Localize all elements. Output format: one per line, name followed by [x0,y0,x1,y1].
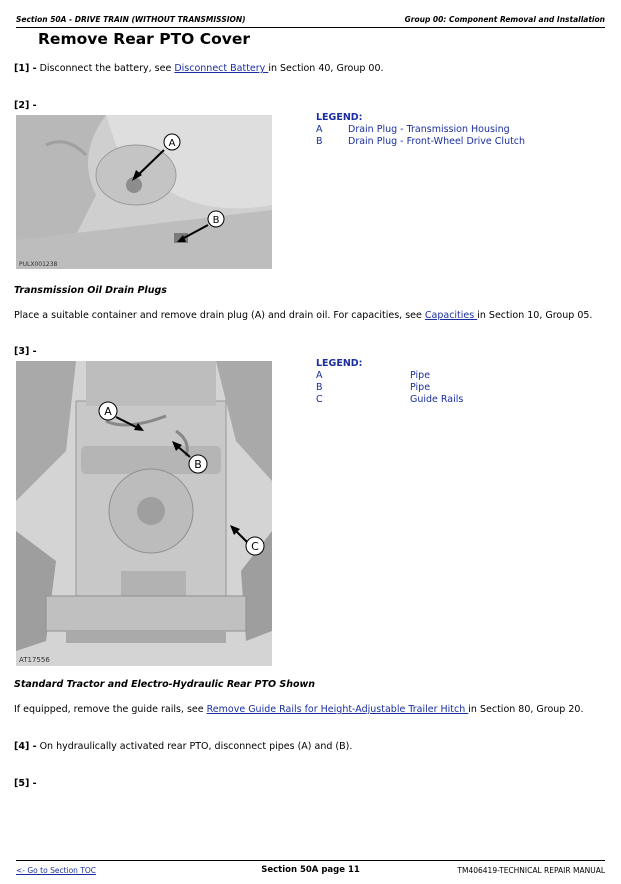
legend-2-row [316,370,463,382]
step-4 [14,741,352,752]
step-1 [14,63,384,74]
figure-rear-pto [16,361,272,666]
figure-1-code: PULX001238 [19,261,58,268]
legend-2-heading: LEGEND: [316,358,363,369]
callout-b: B [194,458,202,471]
figure-1-caption: Transmission Oil Drain Plugs [14,285,167,296]
step-5 [14,778,37,789]
legend-key: B [316,382,323,393]
callout-a: B [212,215,220,226]
figure-2-code: AT17556 [19,656,50,664]
step-4-text: On hydraulically activated rear PTO, disconnect pipes (A) and (B). [36,741,353,752]
callout-a: A [104,405,112,418]
callout-c: C [251,540,259,553]
legend-1-row [316,124,525,136]
legend-2 [316,358,463,406]
legend-value: Pipe [410,382,431,393]
legend-1-heading: LEGEND: [316,112,363,123]
figure-drain-plugs [16,115,272,269]
header-section: Section 50A - DRIVE TRAIN (WITHOUT TRANSMISSION) [16,15,246,24]
step-1-number: [1] - [14,63,37,74]
legend-key: C [316,394,323,405]
step-4-number: [4] - [14,741,37,752]
page-footer [16,860,605,877]
header-group: Group 00: Component Removal and Installation [404,15,605,24]
legend-1-row [316,136,525,148]
page-title: Remove Rear PTO Cover [38,30,250,48]
step-2-number: [2] - [14,100,37,111]
footer-manual-id: TM406419-TECHNICAL REPAIR MANUAL [457,866,605,875]
para-2-text: If equipped, remove the guide rails, see [14,704,207,715]
page-header [16,13,605,28]
legend-1 [316,112,525,148]
step-1-text: Disconnect the battery, see [36,63,175,74]
remove-guide-rails-link[interactable]: Remove Guide Rails for Height-Adjustable Trailer Hitch [206,704,469,715]
legend-value: Pipe [410,370,431,381]
step-1-text-after: in Section 40, Group 00. [268,63,384,74]
legend-key: A [316,370,323,381]
rear-pto-photo [16,361,272,666]
legend-key: A [316,124,323,135]
capacities-link[interactable]: Capacities [424,310,478,321]
callout-b: A [168,138,176,149]
step-5-number: [5] - [14,778,37,789]
para-1-text: Place a suitable container and remove drain plug (A) and drain oil. For capacities, see [14,310,425,321]
paragraph-guide-rails [14,704,583,715]
para-1-text-after: in Section 10, Group 05. [477,310,593,321]
step-3 [14,346,37,357]
para-2-text-after: in Section 80, Group 20. [468,704,584,715]
paragraph-capacities [14,310,592,321]
drain-plugs-photo [16,115,272,269]
step-2 [14,100,37,111]
disconnect-battery-link[interactable]: Disconnect Battery [174,63,269,74]
footer-page-number: Section 50A page 11 [261,865,360,875]
legend-value: Guide Rails [410,394,464,405]
go-to-section-toc-link[interactable]: <- Go to Section TOC [16,866,97,875]
legend-2-row [316,394,463,406]
legend-value: Drain Plug - Front-Wheel Drive Clutch [348,136,526,147]
step-3-number: [3] - [14,346,37,357]
legend-key: B [316,136,323,147]
legend-2-row [316,382,463,394]
legend-value: Drain Plug - Transmission Housing [348,124,510,135]
figure-2-caption: Standard Tractor and Electro-Hydraulic Rear PTO Shown [14,679,316,690]
